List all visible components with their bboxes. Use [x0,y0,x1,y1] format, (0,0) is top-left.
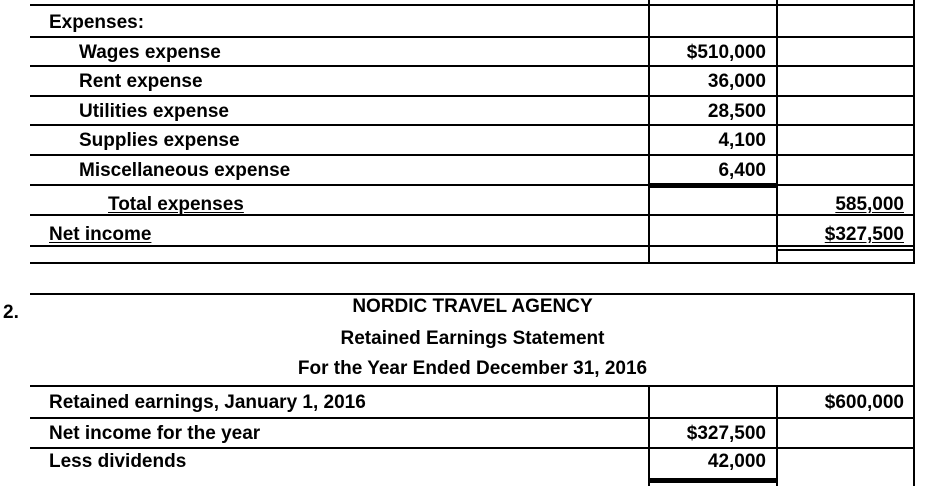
row-rule [30,417,915,419]
expense-label: Wages expense [79,42,221,63]
section-number: 2. [3,302,19,323]
total-rule-thick [650,183,776,188]
subtotal-rule-thick [650,478,776,483]
expense-amount: $510,000 [686,42,766,63]
statement-title: Retained Earnings Statement [340,328,605,349]
expense-amount: 6,400 [718,160,766,181]
expense-label: Supplies expense [79,130,240,151]
net-income-amount: $327,500 [824,224,904,245]
expense-amount: 4,100 [718,130,766,151]
re-row-col1: 42,000 [707,451,766,472]
re-row-label: Retained earnings, January 1, 2016 [49,392,366,413]
statement-period: For the Year Ended December 31, 2016 [297,358,648,379]
re-row-label: Net income for the year [49,423,261,444]
total-expenses-amount: 585,000 [835,194,904,215]
row-rule [30,36,915,38]
grid-line [913,293,915,486]
company-name: NORDIC TRAVEL AGENCY [352,296,593,317]
row-rule [30,154,915,156]
expense-label: Miscellaneous expense [79,160,291,181]
row-rule [30,4,915,6]
re-row-col1: $327,500 [686,423,766,444]
expenses-heading: Expenses: [49,12,145,33]
total-expenses-label: Total expenses [108,194,244,215]
grid-line [913,0,915,264]
expense-amount: 36,000 [707,71,766,92]
row-rule [30,65,915,67]
row-rule [30,124,915,126]
row-rule [30,447,915,449]
double-rule [778,249,913,251]
row-rule [30,184,915,186]
row-rule [30,262,915,264]
expense-amount: 28,500 [707,101,766,122]
re-row-label: Less dividends [49,451,187,472]
net-income-label: Net income [49,224,152,245]
expense-label: Utilities expense [79,101,229,122]
row-rule [30,95,915,97]
header-top-rule [30,293,915,295]
expense-label: Rent expense [79,71,203,92]
row-rule [30,385,915,387]
re-row-col2: $600,000 [824,392,904,413]
